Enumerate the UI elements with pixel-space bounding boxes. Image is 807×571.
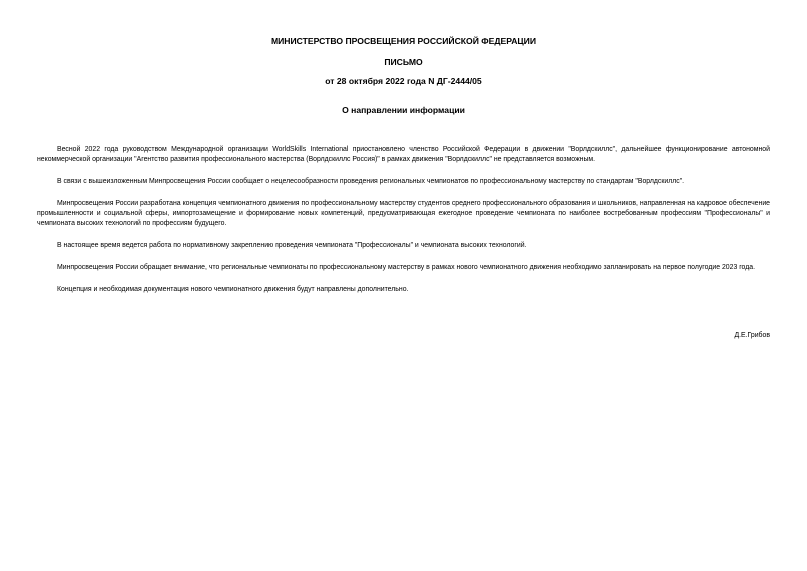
document-body [37,145,770,306]
signature: Д.Е.Грибов [734,332,770,339]
ministry-title: МИНИСТЕРСТВО ПРОСВЕЩЕНИЯ РОССИЙСКОЙ ФЕДЕРАЦИИ [270,36,537,46]
paragraph-3: Минпросвещения России разработана концепция чемпионатного движения по профессиональному мастерству студентов среднего профессионального образования и школьников, направленная на кадровое обеспечение промышленности и социальной сферы, импортозамещение и формирование новых компетенций, предусматривающая ежегодное проведение чемпионата по наиболее востребованным профессиям "Профессионалы" и чемпионата высоких технологий по профессиям будущего. [37,199,770,228]
document-date-number: от 28 октября 2022 года N ДГ-2444/05 [325,76,482,86]
paragraph-1: Весной 2022 года руководством Международной организации WorldSkills International приостановлено членство Российской Федерации в движении "Ворлдскиллс", дальнейшее функционирование автономной некоммерческой организации "Агентство развития профессионального мастерства (Ворлдскиллс Россия)" в рамках движения "Ворлдскиллс" не представляется возможным. [37,146,770,164]
document-type: ПИСЬМО [384,57,423,67]
paragraph-4: В настоящее время ведется работа по нормативному закреплению проведения чемпионата "Профессионалы" и чемпионата высоких технологий. [57,242,527,249]
paragraph-5: Минпросвещения России обращает внимание, что региональные чемпионаты по профессиональному мастерству в рамках нового чемпионатного движения необходимо запланировать на первое полугодие 2023 года. [57,263,756,271]
paragraph-2: В связи с вышеизложенным Минпросвещения России сообщает о нецелесообразности проведения региональных чемпионатов по профессиональному мастерству по стандартам "Ворлдскиллс". [57,178,685,185]
paragraph-6: Концепция и необходимая документация нового чемпионатного движения будут направлены дополнительно. [57,285,409,293]
document-subject: О направлении информации [342,105,465,115]
